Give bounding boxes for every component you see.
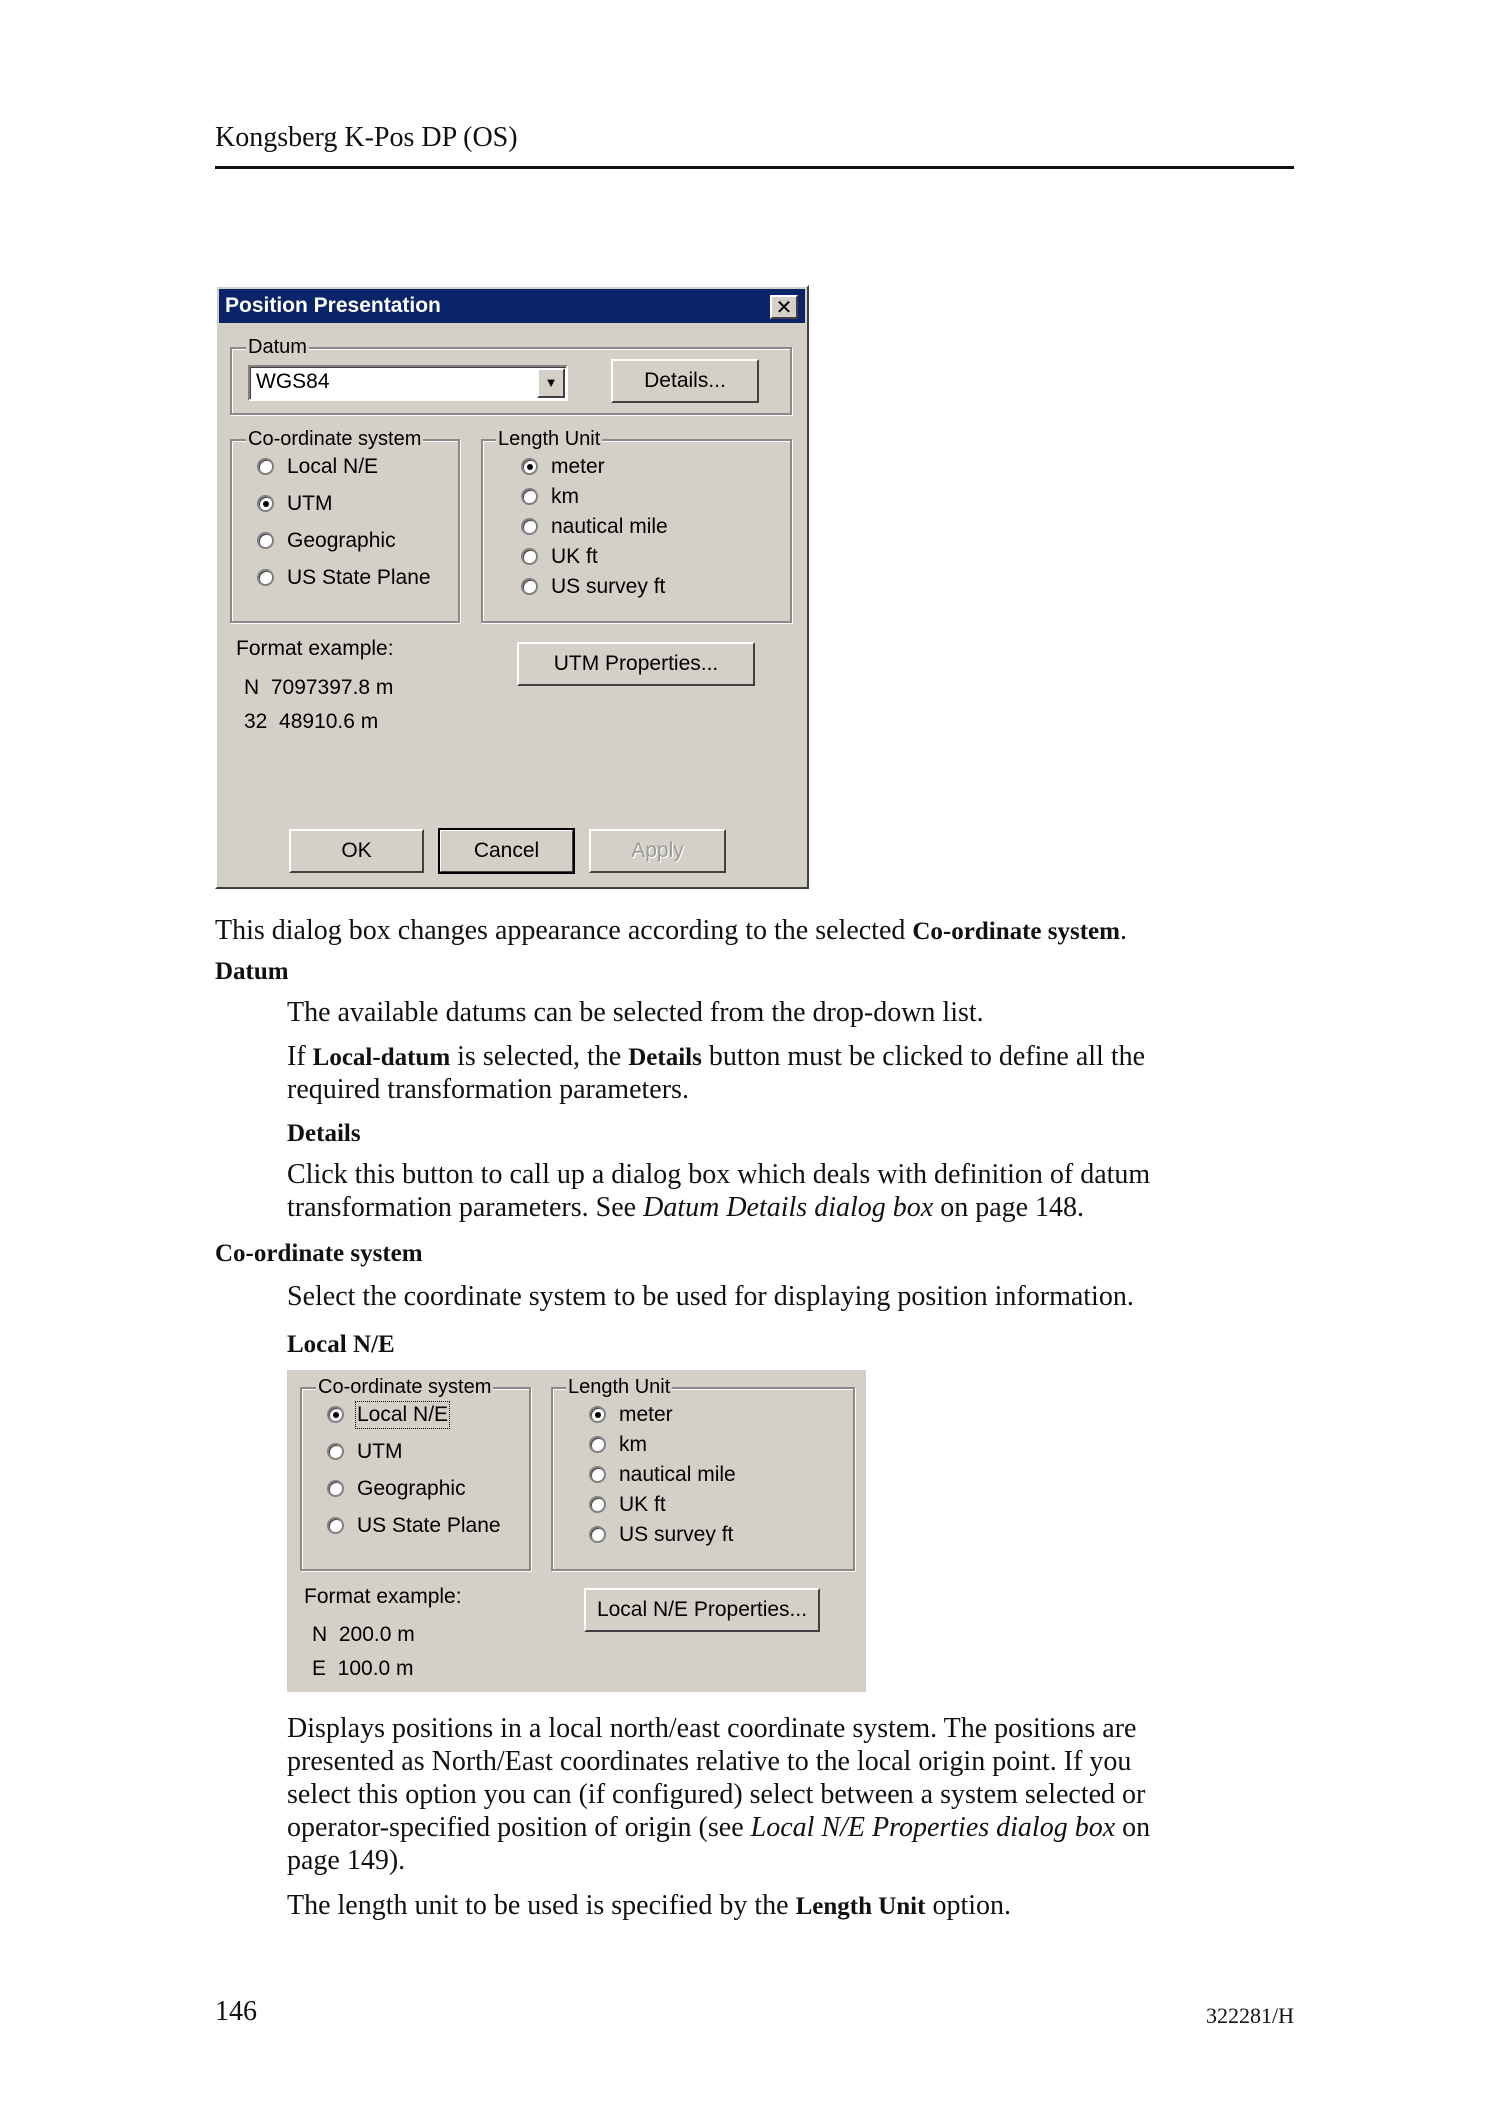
- format-example-label: Format example:: [236, 637, 394, 660]
- length-unit-legend: Length Unit: [498, 428, 601, 450]
- details-line2-b: on page 148.: [933, 1192, 1085, 1223]
- length-p-b: option.: [925, 1890, 1012, 1921]
- close-icon[interactable]: ✕: [770, 295, 798, 319]
- intro-text: This dialog box changes appearance according to the selected: [215, 915, 913, 946]
- chevron-down-icon[interactable]: ▼: [537, 368, 565, 398]
- local-ne-line-5: page 149).: [287, 1845, 406, 1876]
- details-heading: Details: [287, 1120, 361, 1147]
- radio-button-icon[interactable]: [521, 518, 538, 535]
- local-ne-line4-a: operator-specified position of origin (see: [287, 1812, 751, 1843]
- local-ne-line-2: presented as North/East coordinates relative to the local origin point. If you: [287, 1746, 1132, 1777]
- datum-select[interactable]: [248, 365, 568, 401]
- radio-label: US State Plane: [357, 1514, 501, 1537]
- radio-button-icon[interactable]: [257, 532, 274, 549]
- radio-label: km: [619, 1433, 647, 1456]
- intro-paragraph: [215, 914, 1127, 948]
- radio-button-icon[interactable]: [521, 578, 538, 595]
- radio-label: Local N/E: [287, 455, 379, 478]
- position-presentation-dialog: [215, 285, 809, 889]
- length-unit-options: [589, 1403, 849, 1563]
- radio-label: meter: [551, 455, 605, 478]
- radio-button-icon[interactable]: [521, 458, 538, 475]
- datum-p2-term-local-datum: Local-datum: [312, 1044, 451, 1071]
- local-ne-properties-button[interactable]: Local N/E Properties...: [584, 1588, 820, 1632]
- local-ne-line4-b: on: [1115, 1812, 1151, 1843]
- local-ne-properties-reference: Local N/E Properties dialog box: [750, 1812, 1116, 1843]
- dialog-title: Position Presentation: [225, 294, 441, 317]
- length-unit-paragraph: [287, 1889, 1011, 1923]
- utm-properties-button[interactable]: UTM Properties...: [517, 642, 755, 686]
- format-example-line-2: 32 48910.6 m: [244, 710, 379, 733]
- radio-label: Geographic: [357, 1477, 466, 1500]
- radio-label: Geographic: [287, 529, 396, 552]
- radio-button-icon[interactable]: [257, 495, 274, 512]
- cancel-button[interactable]: Cancel: [439, 829, 574, 873]
- radio-button-icon[interactable]: [589, 1406, 606, 1423]
- radio-button-icon[interactable]: [589, 1526, 606, 1543]
- datum-paragraph-2: [287, 1040, 1145, 1074]
- details-paragraph-line-1: Click this button to call up a dialog box which deals with definition of datum: [287, 1159, 1151, 1190]
- dialog-titlebar[interactable]: [219, 289, 805, 323]
- radio-label: UTM: [287, 492, 333, 515]
- format-example-line-1: N 200.0 m: [312, 1623, 415, 1646]
- format-example-line-2: E 100.0 m: [312, 1657, 414, 1680]
- datum-p2-a: If: [287, 1041, 313, 1072]
- radio-button-icon[interactable]: [257, 458, 274, 475]
- datum-heading: Datum: [215, 958, 289, 985]
- intro-term: Co-ordinate system: [912, 918, 1120, 945]
- datum-p2-c: button must be clicked to define all the: [701, 1041, 1146, 1072]
- radio-label: UK ft: [619, 1493, 666, 1516]
- radio-button-icon[interactable]: [327, 1443, 344, 1460]
- radio-label: US survey ft: [551, 575, 666, 598]
- local-ne-dialog-fragment: [287, 1370, 866, 1692]
- radio-button-icon[interactable]: [327, 1406, 344, 1423]
- radio-label: US State Plane: [287, 566, 431, 589]
- radio-label: meter: [619, 1403, 673, 1426]
- radio-button-icon[interactable]: [521, 548, 538, 565]
- intro-suffix: .: [1119, 915, 1127, 946]
- coordinate-system-legend: Co-ordinate system: [318, 1376, 492, 1398]
- ok-button[interactable]: OK: [289, 829, 424, 873]
- local-ne-line-3: select this option you can (if configured) select between a system selected or: [287, 1779, 1146, 1810]
- format-example-line-1: N 7097397.8 m: [244, 676, 394, 699]
- radio-button-icon[interactable]: [521, 488, 538, 505]
- radio-button-icon[interactable]: [589, 1466, 606, 1483]
- length-p-term: Length Unit: [795, 1893, 926, 1920]
- radio-button-icon[interactable]: [589, 1436, 606, 1453]
- radio-label: km: [551, 485, 579, 508]
- length-p-a: The length unit to be used is specified by the: [287, 1890, 796, 1921]
- radio-label: UK ft: [551, 545, 598, 568]
- document-id: 322281/H: [1206, 2003, 1294, 2028]
- local-ne-line-1: Displays positions in a local north/east coordinate system. The positions are: [287, 1713, 1137, 1744]
- datum-details-reference: Datum Details dialog box: [643, 1192, 934, 1223]
- coordinate-system-options: [257, 455, 457, 615]
- details-paragraph-line-2: [287, 1191, 1084, 1224]
- radio-button-icon[interactable]: [257, 569, 274, 586]
- format-example-label: Format example:: [304, 1585, 462, 1608]
- running-header: Kongsberg K-Pos DP (OS): [215, 122, 518, 153]
- coordinate-system-heading: Co-ordinate system: [215, 1240, 423, 1267]
- radio-label: nautical mile: [619, 1463, 736, 1486]
- coordinate-system-paragraph: Select the coordinate system to be used for displaying position information.: [287, 1281, 1134, 1312]
- header-rule: [215, 166, 1294, 169]
- coordinate-system-options: [327, 1403, 527, 1563]
- datum-paragraph-1: The available datums can be selected from the drop-down list.: [287, 997, 984, 1028]
- radio-button-icon[interactable]: [589, 1496, 606, 1513]
- datum-select-value: WGS84: [256, 370, 330, 393]
- page-number: 146: [215, 1996, 257, 2027]
- local-ne-line-4: [287, 1811, 1150, 1844]
- datum-legend: Datum: [248, 336, 307, 358]
- local-ne-heading: Local N/E: [287, 1331, 395, 1358]
- datum-paragraph-2-line-2: required transformation parameters.: [287, 1074, 689, 1105]
- radio-label: Local N/E: [357, 1403, 449, 1426]
- details-button[interactable]: Details...: [611, 359, 759, 403]
- length-unit-legend: Length Unit: [568, 1376, 671, 1398]
- details-line2-a: transformation parameters. See: [287, 1192, 644, 1223]
- radio-label: UTM: [357, 1440, 403, 1463]
- radio-button-icon[interactable]: [327, 1480, 344, 1497]
- radio-label: nautical mile: [551, 515, 668, 538]
- apply-button: Apply: [589, 829, 726, 873]
- coordinate-system-legend: Co-ordinate system: [248, 428, 422, 450]
- datum-p2-term-details: Details: [628, 1044, 702, 1071]
- length-unit-options: [521, 455, 781, 615]
- radio-label: US survey ft: [619, 1523, 734, 1546]
- radio-button-icon[interactable]: [327, 1517, 344, 1534]
- datum-p2-b: is selected, the: [450, 1041, 629, 1072]
